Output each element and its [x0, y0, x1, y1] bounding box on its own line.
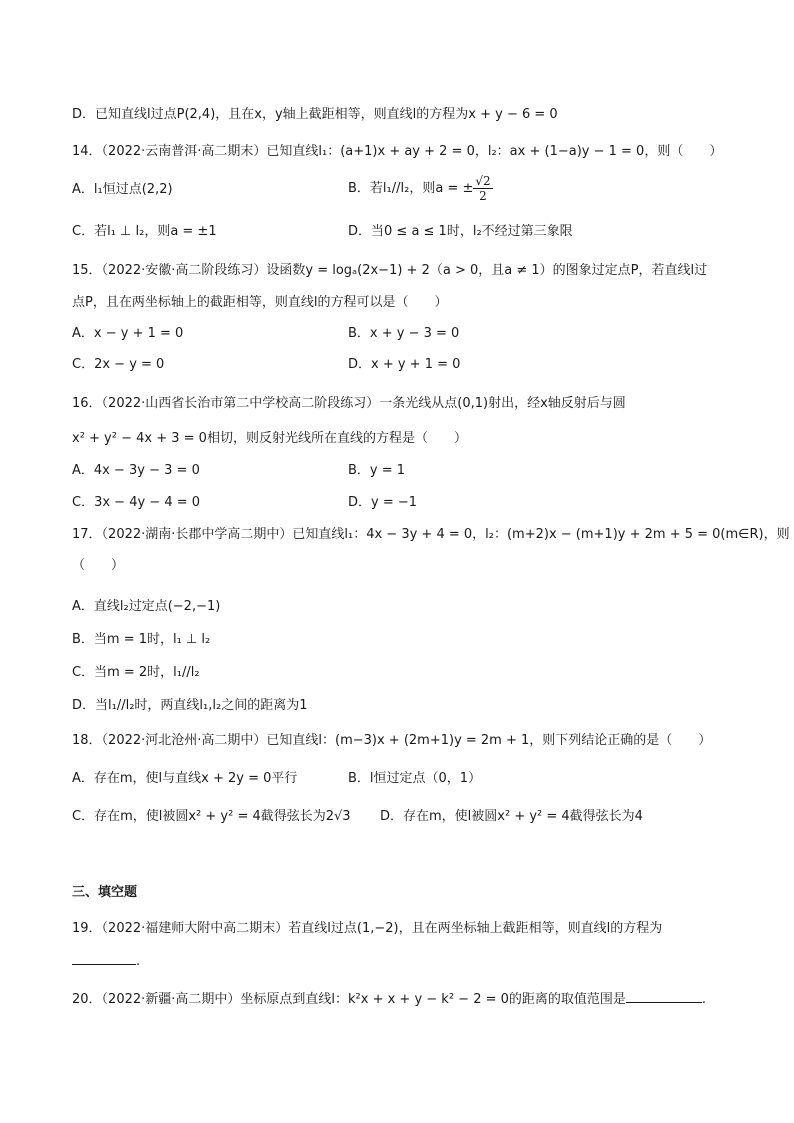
question-17-option-c: C．当m = 2时，l₁//l₂ [72, 665, 200, 680]
section-title-fill-in-blank: 三、填空题 [72, 885, 138, 900]
question-15-stem-line2: 点P，且在两坐标轴上的截距相等，则直线l的方程可以是（ ） [72, 295, 448, 310]
fraction-numerator: √2 [475, 174, 491, 188]
question-17-stem-line1: 17．（2022·湖南·长郡中学高二期中）已知直线l₁：4x − 3y + 4 = 0，l₂：(m+2)x − (m+1)y + 2m + 5 = 0(m∈R)，则 [72, 527, 790, 542]
question-18-option-c: C．存在m，使l被圆x² + y² = 4截得弦长为2√3 [72, 809, 351, 824]
question-17-stem-line2: （ ） [72, 558, 125, 573]
question-17-option-b: B．当m = 1时，l₁ ⊥ l₂ [72, 632, 211, 647]
question-15-stem-line1: 15．（2022·安徽·高二阶段练习）设函数y = logₐ(2x−1) + 2（a > 0，且a ≠ 1）的图象过定点P，若直线l过 [72, 263, 708, 278]
question-19-stem: 19．（2022·福建师大附中高二期末）若直线l过点(1,−2)，且在两坐标轴上截距相等，则直线l的方程为 [72, 921, 663, 936]
question-18-option-a: A．存在m，使l与直线x + 2y = 0平行 [72, 771, 298, 786]
question-17-option-d: D．当l₁//l₂时，两直线l₁,l₂之间的距离为1 [72, 698, 308, 713]
answer-blank[interactable] [72, 950, 136, 965]
question-16-option-c: C．3x − 4y − 4 = 0 [72, 495, 201, 510]
question-18-option-b: B．l恒过定点（0，1） [348, 771, 482, 786]
question-16-option-b: B．y = 1 [348, 463, 406, 478]
question-15-option-b: B．x + y − 3 = 0 [348, 326, 460, 341]
question-20-stem: 20．（2022·新疆·高二期中）坐标原点到直线l：k²x + x + y − k² − 2 = 0的距离的取值范围是 [72, 992, 626, 1007]
question-19-end: . [136, 954, 141, 969]
fraction-denominator: 2 [479, 189, 487, 203]
question-19-answer-line [72, 950, 140, 971]
question-15-option-d: D．x + y + 1 = 0 [348, 357, 461, 372]
question-15-option-a: A．x − y + 1 = 0 [72, 326, 184, 341]
question-13-option-d: D．已知直线l过点P(2,4)，且在x，y轴上截距相等，则直线l的方程为x + y − 6 = 0 [72, 107, 558, 122]
question-14-option-c: C．若l₁ ⊥ l₂，则a = ±1 [72, 224, 217, 239]
question-14-option-a: A．l₁恒过点(2,2) [72, 182, 173, 197]
question-15-option-c: C．2x − y = 0 [72, 357, 165, 372]
question-16-stem-line2: x² + y² − 4x + 3 = 0相切，则反射光线所在直线的方程是（ ） [72, 431, 467, 446]
fraction [473, 174, 492, 203]
question-16-option-d: D．y = −1 [348, 495, 418, 510]
question-14-option-d: D．当0 ≤ a ≤ 1时，l₂不经过第三象限 [348, 224, 573, 239]
question-20-stem-line [72, 988, 706, 1009]
question-16-stem-line1: 16．（2022·山西省长治市第二中学校高二阶段练习）一条光线从点(0,1)射出，经x轴反射后与圆 [72, 396, 626, 411]
question-18-option-d: D．存在m，使l被圆x² + y² = 4截得弦长为4 [380, 809, 643, 824]
question-16-option-a: A．4x − 3y − 3 = 0 [72, 463, 200, 478]
question-14-option-b [348, 174, 493, 203]
question-20-end: . [701, 992, 707, 1007]
question-17-option-a: A．直线l₂过定点(−2,−1) [72, 599, 221, 614]
question-14-stem: 14．（2022·云南普洱·高二期末）已知直线l₁：(a+1)x + ay + 2 = 0，l₂：ax + (1−a)y − 1 = 0，则（ ） [72, 144, 723, 159]
question-14-option-b-text: B．若l₁//l₂，则a = ± [348, 181, 474, 196]
question-18-stem: 18．（2022·河北沧州·高二期中）已知直线l：(m−3)x + (2m+1)y = 2m + 1，则下列结论正确的是（ ） [72, 733, 712, 748]
answer-blank[interactable] [626, 988, 702, 1003]
